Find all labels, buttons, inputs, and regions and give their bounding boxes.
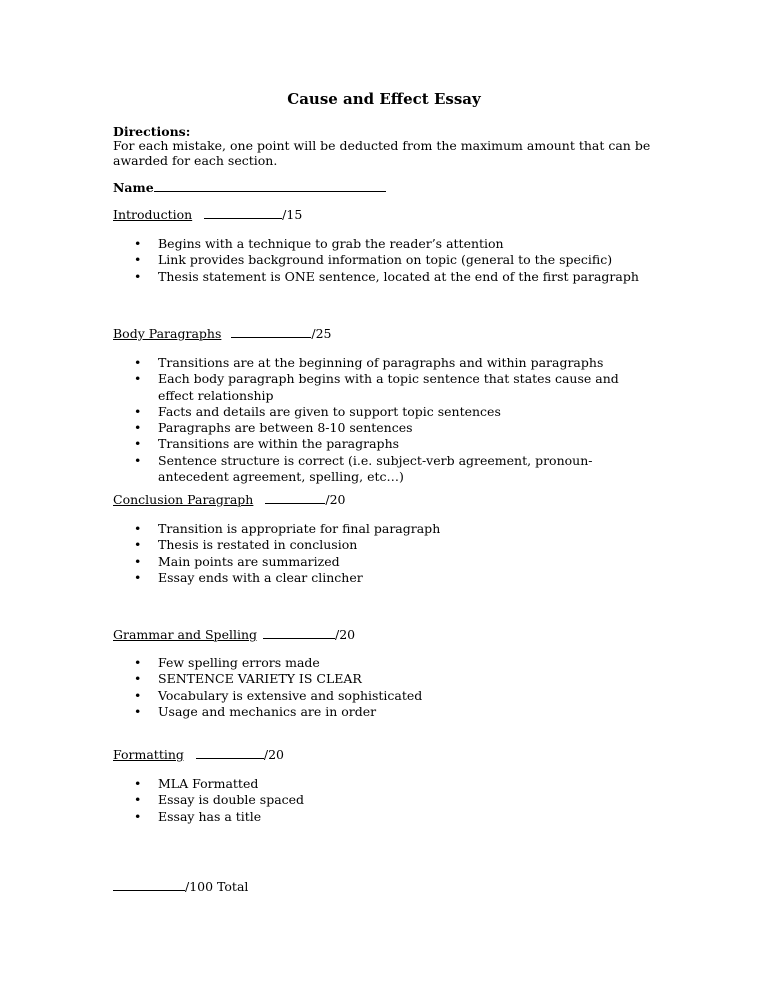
total-label: /100 Total: [185, 879, 249, 894]
list-item: • Main points are summarized: [113, 554, 673, 570]
section-formatting-list: [113, 776, 673, 825]
section-body-paragraphs-list: [113, 355, 658, 485]
section-grammar-list: [113, 655, 673, 720]
name-blank-line[interactable]: [154, 180, 386, 192]
section-score: /20: [325, 492, 346, 507]
section-score: /15: [282, 207, 303, 222]
score-blank-line[interactable]: [204, 207, 282, 219]
list-item: • Facts and details are given to support topic sentences: [113, 404, 658, 420]
list-item: • Paragraphs are between 8-10 sentences: [113, 420, 658, 436]
list-item: • MLA Formatted: [113, 776, 673, 792]
section-score: /20: [263, 747, 285, 762]
section-score: /20: [335, 627, 356, 642]
section-conclusion-header: [113, 492, 345, 507]
name-label: Name: [113, 180, 154, 195]
score-blank-line[interactable]: [263, 627, 335, 639]
list-item: • Begins with a technique to grab the reader’s attention: [113, 236, 673, 252]
list-item: • Each body paragraph begins with a topic sentence that states cause and effect relationship: [113, 371, 658, 404]
section-grammar-header: [113, 627, 355, 642]
section-conclusion-list: [113, 521, 673, 586]
section-formatting-header: [113, 747, 284, 762]
list-item: • Essay has a title: [113, 809, 673, 825]
section-introduction-header: [113, 207, 302, 222]
page-title: Cause and Effect Essay: [287, 90, 481, 108]
list-item: • Transitions are at the beginning of paragraphs and within paragraphs: [113, 355, 658, 371]
name-field[interactable]: [113, 180, 386, 195]
score-blank-line[interactable]: [196, 747, 264, 759]
list-item: • Usage and mechanics are in order: [113, 704, 673, 720]
section-title: Grammar and Spelling: [113, 627, 258, 642]
list-item: • Transitions are within the paragraphs: [113, 436, 658, 452]
list-item: • SENTENCE VARIETY IS CLEAR: [113, 671, 673, 687]
list-item: • Few spelling errors made: [113, 655, 673, 671]
section-score: /25: [311, 326, 332, 341]
score-blank-line[interactable]: [231, 326, 311, 338]
list-item: • Transition is appropriate for final paragraph: [113, 521, 673, 537]
total-score: [113, 879, 248, 894]
list-item: • Vocabulary is extensive and sophisticated: [113, 688, 673, 704]
directions-text: For each mistake, one point will be deducted from the maximum amount that can be awarded for each section.: [113, 138, 651, 168]
list-item: • Essay is double spaced: [113, 792, 673, 808]
total-blank-line[interactable]: [113, 879, 185, 891]
list-item: • Thesis is restated in conclusion: [113, 537, 673, 553]
section-title: Introduction: [113, 207, 193, 222]
section-body-paragraphs-header: [113, 326, 331, 341]
list-item: • Sentence structure is correct (i.e. subject-verb agreement, pronoun-antecedent agreement, spelling, etc…): [113, 453, 658, 486]
directions-heading: Directions:: [113, 124, 191, 139]
section-introduction-list: [113, 236, 673, 285]
section-title: Body Paragraphs: [113, 326, 222, 341]
list-item: • Thesis statement is ONE sentence, located at the end of the first paragraph: [113, 269, 673, 285]
section-title: Formatting: [113, 747, 184, 762]
score-blank-line[interactable]: [265, 492, 325, 504]
section-title: Conclusion Paragraph: [113, 492, 254, 507]
list-item: • Essay ends with a clear clincher: [113, 570, 673, 586]
list-item: • Link provides background information on topic (general to the specific): [113, 252, 673, 268]
